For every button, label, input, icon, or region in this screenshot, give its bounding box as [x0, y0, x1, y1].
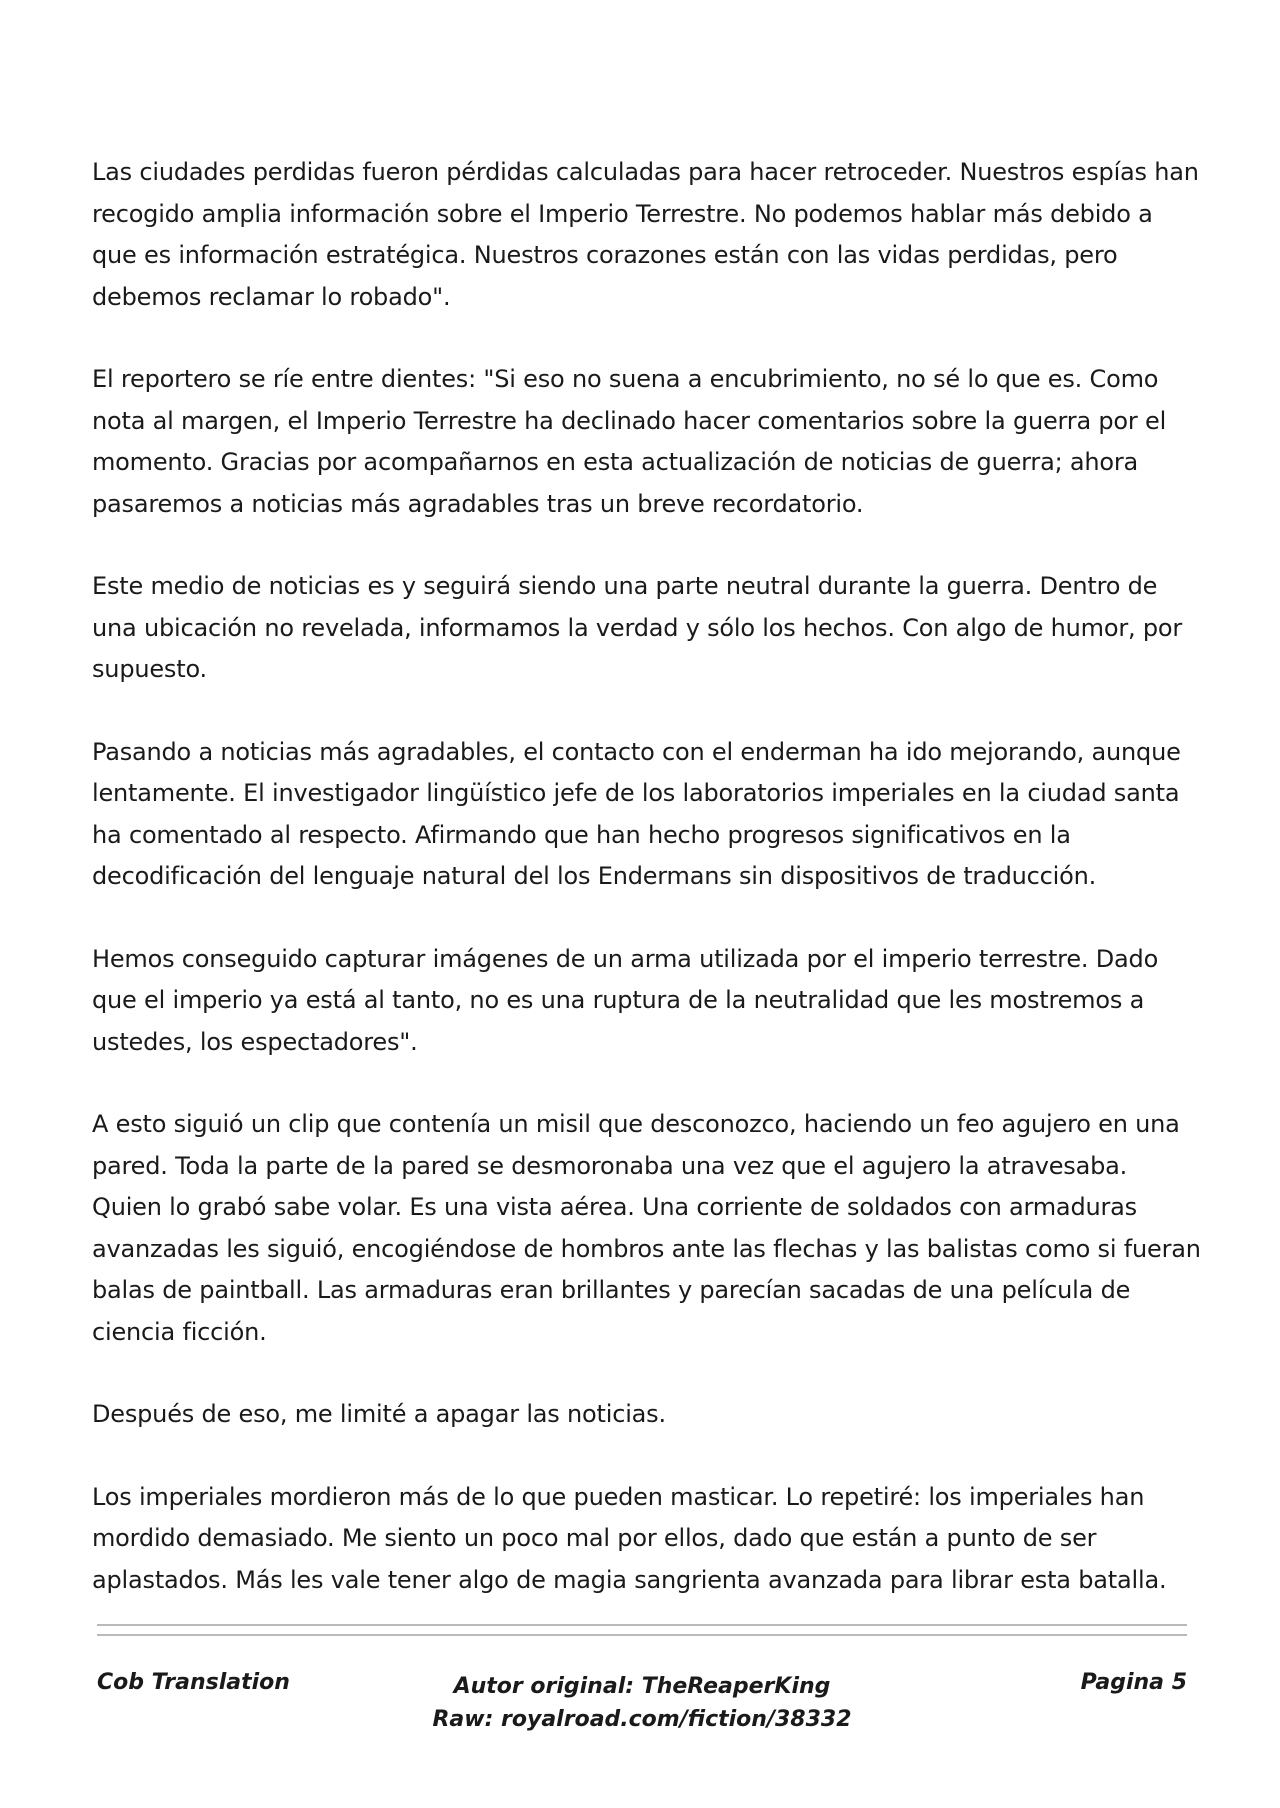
paragraph: Las ciudades perdidas fueron pérdidas calculadas para hacer retroceder. Nuestros espías han recogido amplia información sobre el Imperio Terrestre. No podemos hablar más debido a que es información estratégica. Nuestros corazones están con las vidas perdidas, pero debemos reclamar lo robado".	[92, 158, 1199, 311]
footer-raw-source: Raw: royalroad.com/fiction/38332	[432, 1707, 852, 1732]
footer-credits	[97, 1670, 1187, 1736]
paragraph: A esto siguió un clip que contenía un misil que desconozco, haciendo un feo agujero en una pared. Toda la parte de la pared se desmoronaba una vez que el agujero la atravesaba. Quien lo grabó sabe volar. Es una vista aérea. Una corriente de soldados con armaduras avanzadas les siguió, encogiéndose de hombros ante las flechas y las balistas como si fueran balas de paintball. Las armaduras eran brillantes y parecían sacadas de una película de ciencia ficción.	[92, 1110, 1201, 1346]
footer-divider	[97, 1624, 1187, 1644]
page-number: Pagina 5	[1080, 1670, 1187, 1695]
paragraph: El reportero se ríe entre dientes: "Si eso no suena a encubrimiento, no sé lo que es. Como nota al margen, el Imperio Terrestre ha declinado hacer comentarios sobre la guerra por el momento. Gracias por acompañarnos en esta actualización de noticias de guerra; ahora pasaremos a noticias más agradables tras un breve recordatorio.	[92, 365, 1167, 518]
body-text	[92, 152, 1202, 1642]
paragraph: Pasando a noticias más agradables, el contacto con el enderman ha ido mejorando, aunque lentamente. El investigador lingüístico jefe de los laboratorios imperiales en la ciudad santa ha comentado al respecto. Afirmando que han hecho progresos significativos en la decodificación del lenguaje natural del los Endermans sin dispositivos de traducción.	[92, 737, 1181, 890]
paragraph: Este medio de noticias es y seguirá siendo una parte neutral durante la guerra. Dentro de una ubicación no revelada, informamos la verdad y sólo los hechos. Con algo de humor, por supuesto.	[92, 572, 1183, 683]
paragraph: Después de eso, me limité a apagar las noticias.	[92, 1400, 666, 1428]
paragraph: Hemos conseguido capturar imágenes de un arma utilizada por el imperio terrestre. Dado que el imperio ya está al tanto, no es una ruptura de la neutralidad que les mostremos a ustedes, los espectadores".	[92, 944, 1159, 1056]
footer-rule-top	[97, 1624, 1187, 1626]
footer-rule-bottom	[97, 1634, 1187, 1636]
paragraph: Los imperiales mordieron más de lo que pueden masticar. Lo repetiré: los imperiales han mordido demasiado. Me siento un poco mal por ellos, dado que están a punto de ser aplastados. Más les vale tener algo de magia sangrienta avanzada para librar esta batalla.	[92, 1482, 1167, 1594]
footer-translator: Cob Translation	[97, 1670, 290, 1695]
footer-author: Autor original: TheReaperKing	[453, 1674, 831, 1699]
